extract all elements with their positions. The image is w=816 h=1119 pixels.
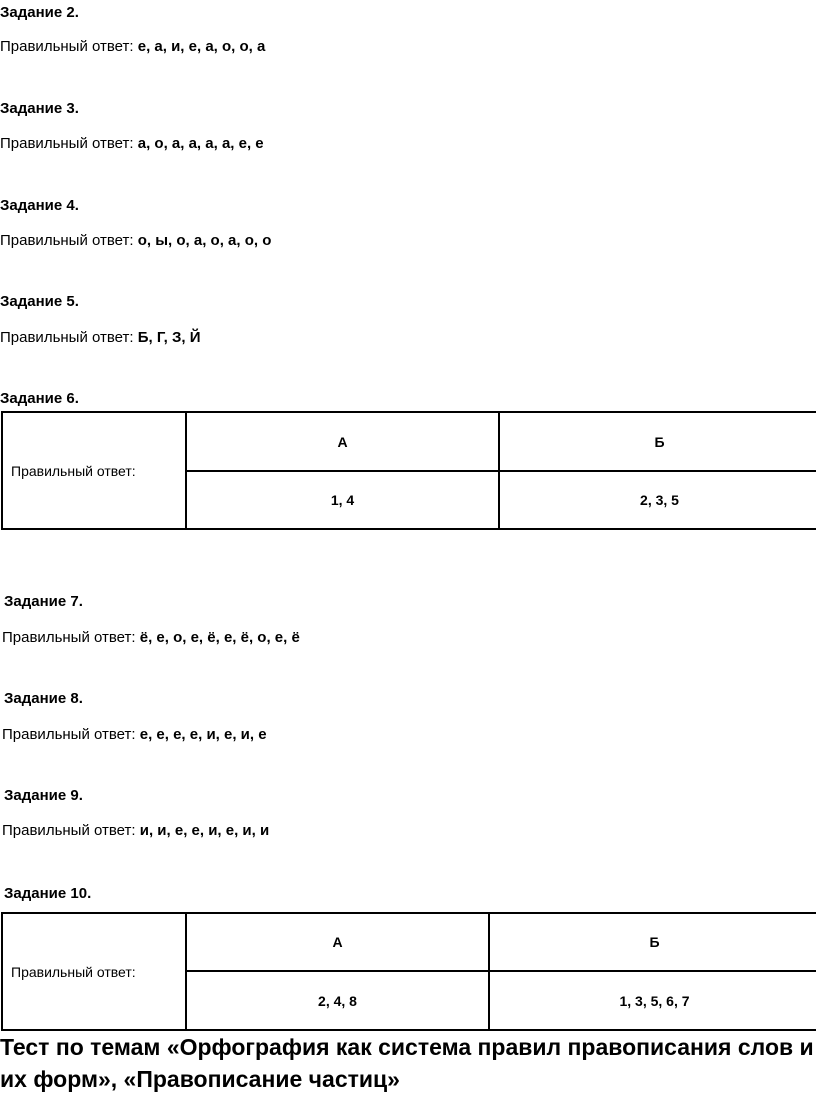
column-a-value: 2, 4, 8 xyxy=(186,971,489,1030)
task-3-answer xyxy=(0,135,264,152)
column-b-header: Б xyxy=(489,913,816,971)
task-3-title: Задание 3. xyxy=(0,100,79,117)
answer-prefix: Правильный ответ: xyxy=(0,329,134,346)
task-5-title: Задание 5. xyxy=(0,293,79,310)
answer-label-cell: Правильный ответ: xyxy=(2,412,186,529)
answer-prefix: Правильный ответ: xyxy=(0,135,134,152)
answer-value: е, е, е, е, и, е, и, е xyxy=(139,726,267,743)
task-9-title: Задание 9. xyxy=(4,787,83,804)
answer-prefix: Правильный ответ: xyxy=(2,822,136,839)
column-b-value: 2, 3, 5 xyxy=(499,471,816,529)
answer-prefix: Правильный ответ: xyxy=(2,629,136,646)
task-2-title: Задание 2. xyxy=(0,4,79,21)
task-5-answer xyxy=(0,329,201,346)
answer-value: е, а, и, е, а, о, о, а xyxy=(137,38,266,55)
task-8-title: Задание 8. xyxy=(4,690,83,707)
task-7-answer xyxy=(2,629,300,646)
task-7-title: Задание 7. xyxy=(4,593,83,610)
task-10-answer-table xyxy=(1,912,816,1031)
answer-value: ё, е, о, е, ё, е, ё, о, е, ё xyxy=(139,629,300,646)
task-2-answer xyxy=(0,38,265,55)
answer-prefix: Правильный ответ: xyxy=(0,38,134,55)
task-6-title: Задание 6. xyxy=(0,390,79,407)
answer-value: и, и, е, е, и, е, и, и xyxy=(139,822,270,839)
test-section-heading: Тест по темам «Орфография как система правил правописания слов и их форм», «Правописание частиц» xyxy=(0,1034,814,1092)
answer-value: а, о, а, а, а, а, е, е xyxy=(137,135,264,152)
column-b-value: 1, 3, 5, 6, 7 xyxy=(489,971,816,1030)
task-6-answer-table xyxy=(1,411,816,530)
column-a-header: А xyxy=(186,412,499,471)
column-b-header: Б xyxy=(499,412,816,471)
answer-label-cell: Правильный ответ: xyxy=(2,913,186,1030)
answer-value: Б, Г, З, Й xyxy=(137,329,201,346)
task-9-answer xyxy=(2,822,269,839)
task-10-title: Задание 10. xyxy=(4,885,92,902)
task-4-title: Задание 4. xyxy=(0,197,79,214)
column-a-value: 1, 4 xyxy=(186,471,499,529)
task-8-answer xyxy=(2,726,267,743)
task-4-answer xyxy=(0,232,271,249)
answer-prefix: Правильный ответ: xyxy=(2,726,136,743)
answer-value: о, ы, о, а, о, а, о, о xyxy=(137,232,272,249)
answer-prefix: Правильный ответ: xyxy=(0,232,134,249)
column-a-header: А xyxy=(186,913,489,971)
